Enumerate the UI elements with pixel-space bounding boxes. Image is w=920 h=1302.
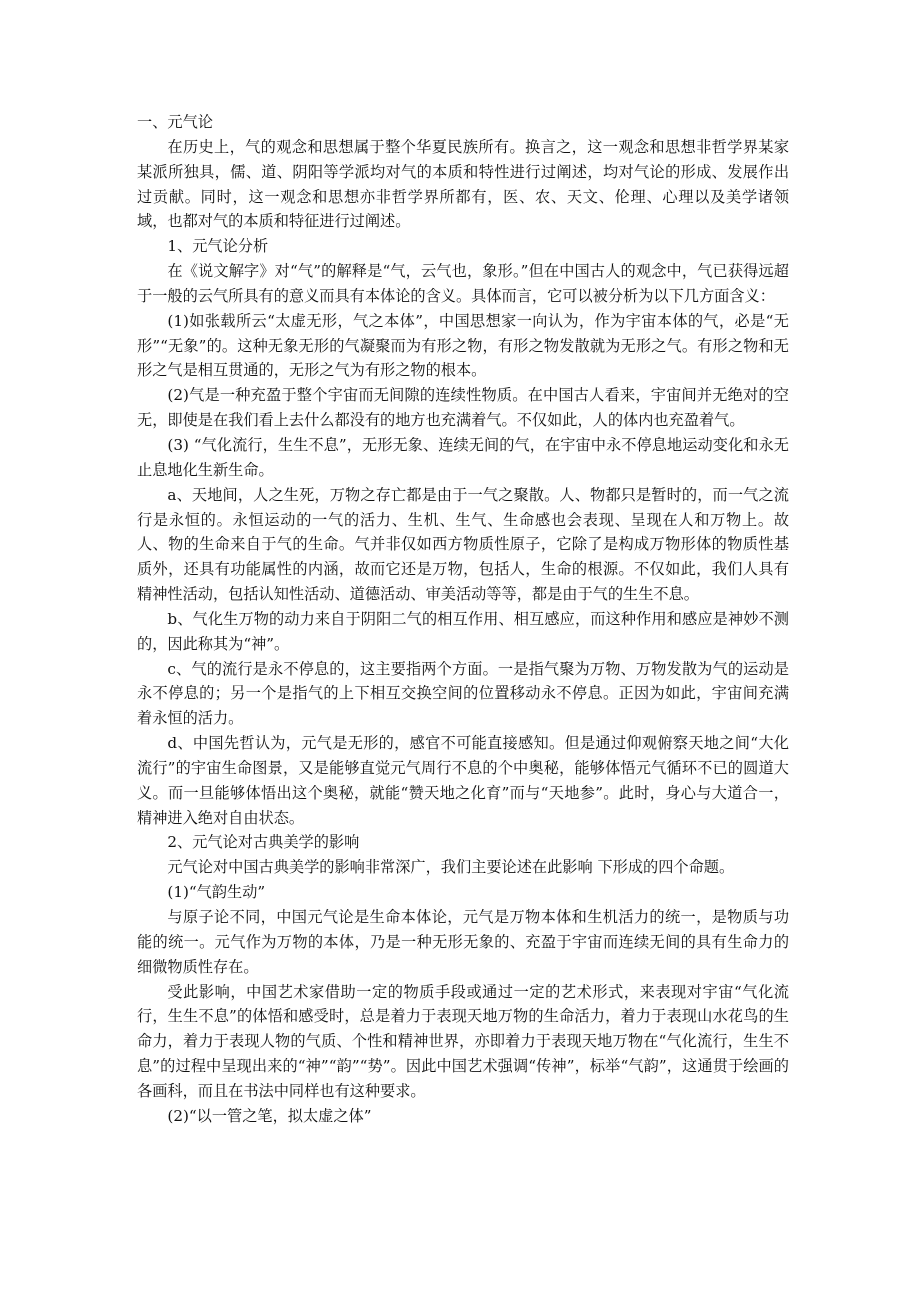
item-d-paragraph: d、中国先哲认为，元气是无形的，感官不可能直接感知。但是通过仰观俯察天地之间“大化流行”的宇宙生命图景，又是能够直觉元气周行不息的个中奥秘，能够体悟元气循环不已的圆道大义。而一旦能够体悟出这个奥秘，就能“赞天地之化育”而与“天地参”。此时，身心与大道合一，精神进入绝对自由状态。 <box>137 734 789 827</box>
proposition-1-paragraph-1: 与原子论不同，中国元气论是生命本体论，元气是万物本体和生机活力的统一，是物质与功能的统一。元气作为万物的本体，乃是一种无形无象的、充盈于宇宙而连续无间的具有生命力的细微物质性存在。 <box>137 908 789 976</box>
section-title: 一、元气论 <box>137 113 213 131</box>
proposition-1-paragraph-2: 受此影响，中国艺术家借助一定的物质手段或通过一定的艺术形式，来表现对宇宙“气化流行，生生不息”的体悟和感受时，总是着力于表现天地万物的生命活力，着力于表现山水花鸟的生命力，着力于表现人物的气质、个性和精神世界，亦即着力于表现天地万物在“气化流行，生生不息”的过程中呈现出来的“神”“韵”“势”。因此中国艺术强调“传神”，标举“气韵”，这通贯于绘画的各画科，而且在书法中同样也有这种要求。 <box>137 982 789 1100</box>
proposition-1-title: (1)“气韵生动” <box>167 883 266 902</box>
item-1-paragraph: (1)如张载所云“太虚无形，气之本体”，中国思想家一向认为，作为宇宙本体的气，必是“无形”“无象”的。这种无象无形的气凝聚而为有形之物，有形之物发散就为无形之气。有形之物和无形之气是相互贯通的，无形之气为有形之物的根本。 <box>137 311 789 380</box>
item-a-paragraph: a、天地间，人之生死，万物之存亡都是由于一气之聚散。人、物都只是暂时的，而一气之流行是永恒的。永恒运动的一气的活力、生机、生气、生命感也会表现、呈现在人和万物上。故人、物的生命来自于气的生命。气并非仅如西方物质性原子，它除了是构成万物形体的物质性基质外，还具有功能属性的内涵，故而它还是万物，包括人，生命的根源。不仅如此，我们人具有精神性活动，包括认知性活动、道德活动、审美活动等等，都是由于气的生生不息。 <box>137 485 789 604</box>
intro-paragraph: 在历史上，气的观念和思想属于整个华夏民族所有。换言之，这一观念和思想非哲学界某家某派所独具，儒、道、阴阳等学派均对气的本质和特性进行过阐述，均对气论的形成、发展作出过贡献。同时，这一观念和思想亦非哲学界所都有，医、农、天文、伦理、心理以及美学诸领域，也都对气的本质和特征进行过阐述。 <box>137 137 789 231</box>
subsection-1-title: 1、元气论分析 <box>167 237 269 256</box>
subsection-2-title: 2、元气论对古典美学的影响 <box>167 833 360 852</box>
subsection-2-intro: 元气论对中国古典美学的影响非常深广，我们主要论述在此影响 下形成的四个命题。 <box>167 858 735 877</box>
item-2-paragraph: (2)气是一种充盈于整个宇宙而无间隙的连续性物质。在中国古人看来，宇宙间并无绝对的空无，即使是在我们看上去什么都没有的地方也充满着气。不仅如此，人的体内也充盈着气。 <box>137 386 789 430</box>
proposition-2-title: (2)“以一管之笔，拟太虚之体” <box>167 1106 372 1125</box>
document-page <box>137 110 789 1129</box>
item-b-paragraph: b、气化生万物的动力来自于阴阳二气的相互作用、相互感应，而这种作用和感应是神妙不测的，因此称其为“神”。 <box>137 609 789 653</box>
item-3-paragraph: (3) “气化流行，生生不息”，无形无象、连续无间的气，在宇宙中永不停息地运动变化和永无止息地化生新生命。 <box>137 435 789 479</box>
item-c-paragraph: c、气的流行是永不停息的，这主要指两个方面。一是指气聚为万物、万物发散为气的运动是永不停息的；另一个是指气的上下相互交换空间的位置移动永不停息。正因为如此，宇宙间充满着永恒的活力。 <box>137 659 789 728</box>
subsection-1-intro: 在《说文解字》对“气”的解释是“气，云气也，象形。”但在中国古人的观念中，气已获得远超于一般的云气所具有的意义而具有本体论的含义。具体而言，它可以被分析为以下几方面含义： <box>137 262 789 305</box>
